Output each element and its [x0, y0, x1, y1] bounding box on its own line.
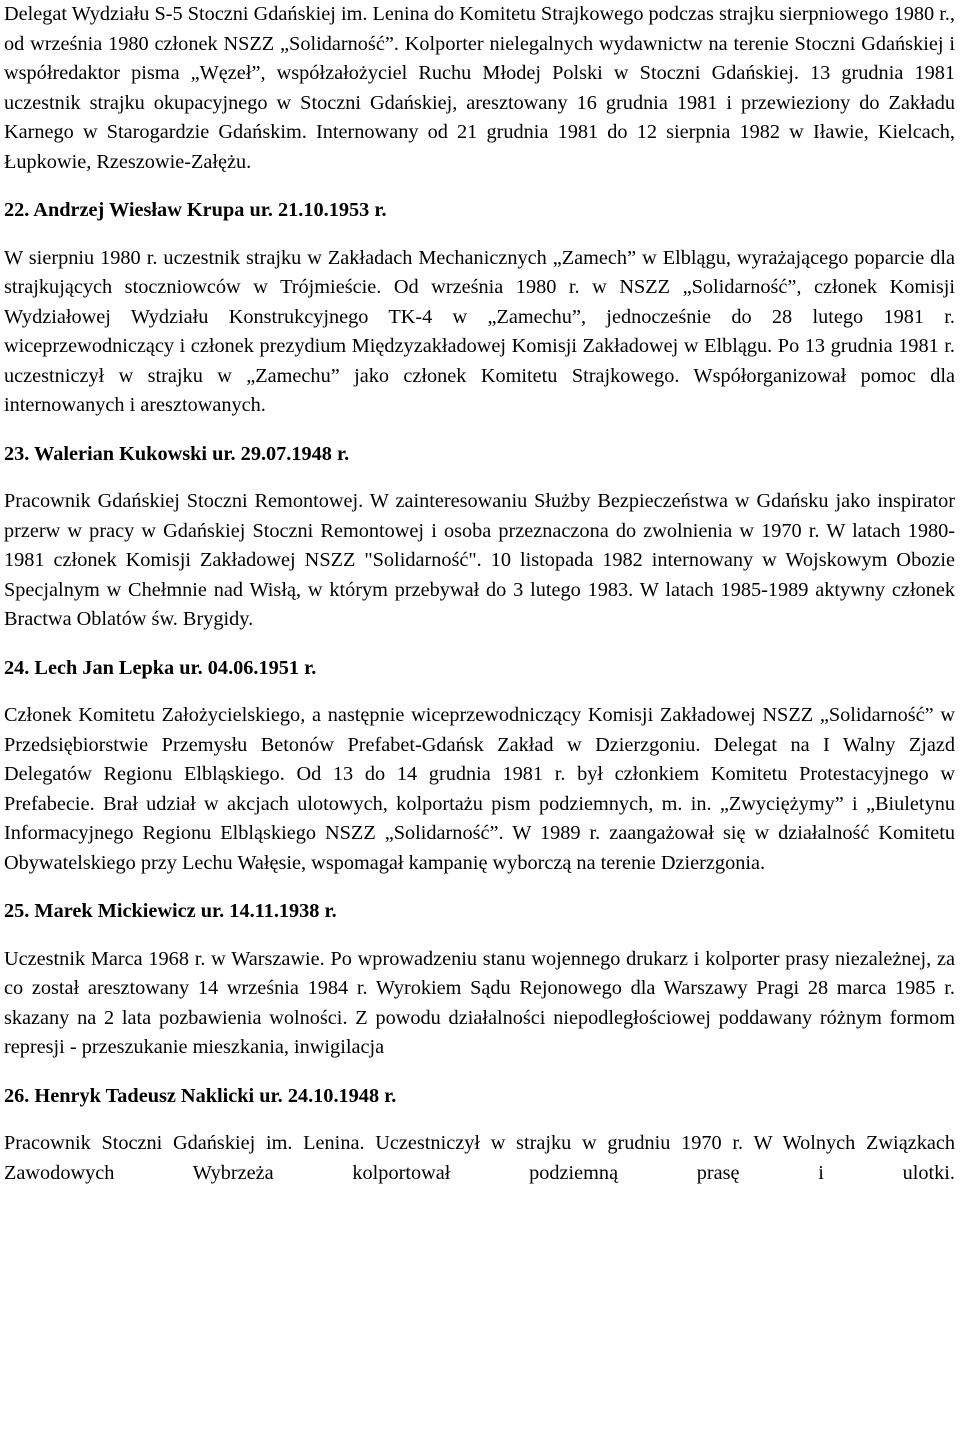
entry-paragraph: Członek Komitetu Założycielskiego, a następnie wiceprzewodniczący Komisji Zakładowej NSZZ „Solidarność” w Przedsiębiorstwie Przemysłu Betonów Prefabet-Gdańsk Zakład w Dzierzgoniu. Delegat na I Walny Zjazd Delegatów Regionu Elbląskiego. Od 13 do 14 grudnia 1981 r. był członkiem Komitetu Protestacyjnego w Prefabecie. Brał udział w akcjach ulotowych, kolportażu pism podziemnych, m. in. „Zwyciężymy” i „Biuletynu Informacyjnego Regionu Elbląskiego NSZZ „Solidarność”. W 1989 r. zaangażował się w działalność Komitetu Obywatelskiego przy Lechu Wałęsie, wspomagał kampanię wyborczą na terenie Dzierzgonia. — [4, 704, 955, 874]
biography-entry-23 — [4, 440, 955, 635]
entry-paragraph: W sierpniu 1980 r. uczestnik strajku w Zakładach Mechanicznych „Zamech” w Elblągu, wyrażającego poparcie dla strajkujących stoczniowców w Trójmieście. Od września 1980 r. w NSZZ „Solidarność”, członek Komisji Wydziałowej Wydziału Konstrukcyjnego TK-4 w „Zamechu”, jednocześnie do 28 lutego 1981 r. wiceprzewodniczący i członek prezydium Międzyzakładowej Komisji Zakładowej w Elblągu. Po 13 grudnia 1981 r. uczestniczył w strajku w „Zamechu” jako członek Komitetu Strajkowego. Współorganizował pomoc dla internowanych i aresztowanych. — [4, 246, 955, 416]
entry-heading: 23. Walerian Kukowski ur. 29.07.1948 r. — [4, 442, 350, 465]
biography-entry-26 — [4, 1082, 955, 1189]
entry-heading: 26. Henryk Tadeusz Naklicki ur. 24.10.1948 r. — [4, 1084, 397, 1107]
entry-heading: 24. Lech Jan Lepka ur. 04.06.1951 r. — [4, 656, 317, 679]
biography-entry-24 — [4, 654, 955, 879]
intro-paragraph: Delegat Wydziału S-5 Stoczni Gdańskiej im. Lenina do Komitetu Strajkowego podczas strajku sierpniowego 1980 r., od września 1980 członek NSZZ „Solidarność”. Kolporter nielegalnych wydawnictw na terenie Stoczni Gdańskiej i współredaktor pisma „Węzeł”, współzałożyciel Ruchu Młodej Polski w Stoczni Gdańskiej. 13 grudnia 1981 uczestnik strajku okupacyjnego w Stoczni Gdańskiej, aresztowany 16 grudnia 1981 i przewieziony do Zakładu Karnego w Starogardzie Gdańskim. Internowany od 21 grudnia 1981 do 12 sierpnia 1982 w Iławie, Kielcach, Łupkowie, Rzeszowie-Załężu. — [4, 3, 955, 173]
entry-paragraph: Pracownik Gdańskiej Stoczni Remontowej. W zainteresowaniu Służby Bezpieczeństwa w Gdańsku jako inspirator przerw w pracy w Gdańskiej Stoczni Remontowej i osoba przeznaczona do zwolnienia w 1970 r. W latach 1980-1981 członek Komisji Zakładowej NSZZ "Solidarność". 10 listopada 1982 internowany w Wojskowym Obozie Specjalnym w Chełmnie nad Wisłą, w którym przebywał do 3 lutego 1983. W latach 1985-1989 aktywny członek Bractwa Oblatów św. Brygidy. — [4, 490, 955, 630]
entry-paragraph: Uczestnik Marca 1968 r. w Warszawie. Po wprowadzeniu stanu wojennego drukarz i kolporter prasy niezależnej, za co został aresztowany 14 września 1984 r. Wyrokiem Sądu Rejonowego dla Warszawy Pragi 28 marca 1985 r. skazany na 2 lata pozbawienia wolności. Z powodu działalności niepodległościowej poddawany różnym formom represji - przeszukanie mieszkania, inwigilacja — [4, 947, 955, 1058]
entry-paragraph: Pracownik Stoczni Gdańskiej im. Lenina. Uczestniczył w strajku w grudniu 1970 r. W Wolnych Związkach Zawodowych Wybrzeża kolportował podziemną prasę i ulotki. — [4, 1132, 955, 1184]
biography-entry-25 — [4, 897, 955, 1063]
entry-heading: 22. Andrzej Wiesław Krupa ur. 21.10.1953 r. — [4, 199, 387, 221]
entry-heading: 25. Marek Mickiewicz ur. 14.11.1938 r. — [4, 900, 337, 922]
biography-entry-22 — [4, 196, 955, 421]
